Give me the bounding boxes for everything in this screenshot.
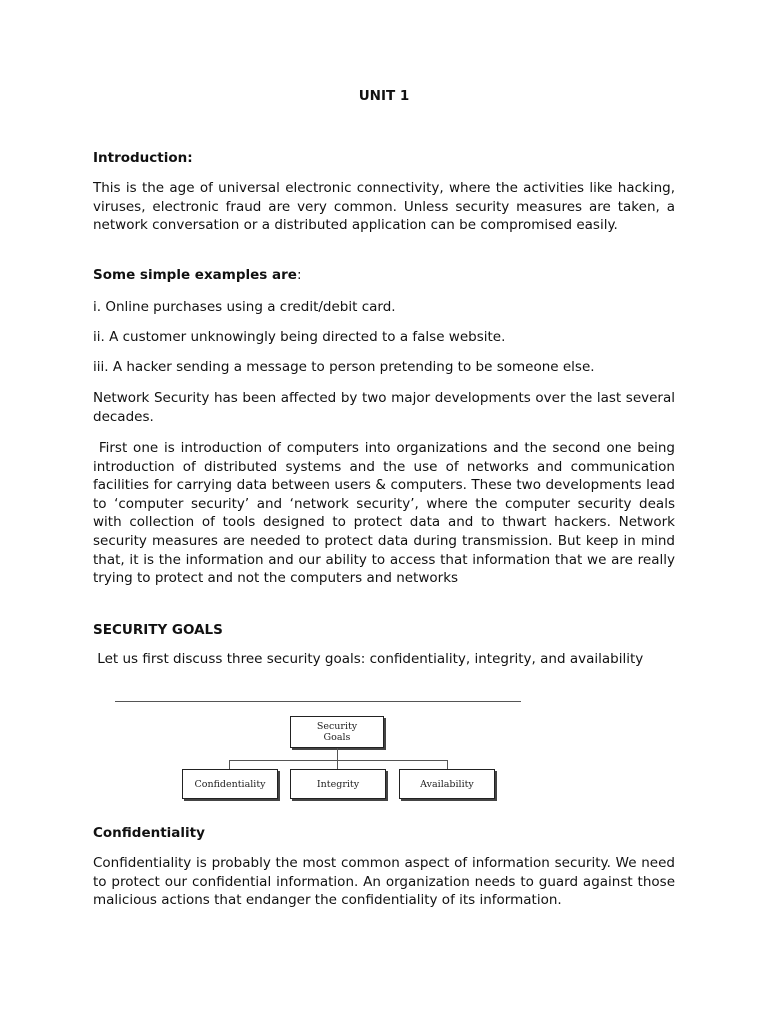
network-security-paragraph: Network Security has been affected by two major developments over the last several decades.: [93, 390, 675, 425]
example-item-2: ii. A customer unknowingly being directed to a false website.: [93, 329, 506, 345]
security-goals-paragraph: Let us first discuss three security goals: confidentiality, integrity, and availability: [93, 651, 644, 667]
introduction-paragraph: This is the age of universal electronic connectivity, where the activities like hacking, viruses, electronic fraud are very common. Unless security measures are taken, a network conversation or a distributed application can be compromised easily.: [93, 180, 675, 234]
connector-left-drop: [229, 760, 230, 769]
example-item-1: i. Online purchases using a credit/debit card.: [93, 299, 396, 315]
confidentiality-heading: Confidentiality: [93, 825, 205, 841]
integrity-box-label: Integrity: [316, 778, 360, 790]
diagram-top-rule: [115, 701, 521, 702]
confidentiality-box: [182, 769, 278, 799]
examples-heading-text: Some simple examples are: [93, 267, 297, 283]
connector-root-stem: [337, 748, 338, 760]
developments-paragraph: First one is introduction of computers into organizations and the second one being introduction of distributed systems and the use of networks and communication facilities for carrying data between users & computers. These two developments lead to ‘computer security’ and ‘network security’, where the computer security deals with collection of tools designed to protect data and to thwart hackers. Network security measures are needed to protect data during transmission. But keep in mind that, it is the information and our ability to access that information that we are really trying to protect and not the computers and networks: [93, 440, 680, 587]
examples-heading: [93, 266, 675, 284]
availability-box-label: Availability: [420, 778, 474, 790]
examples-heading-colon: :: [296, 267, 302, 283]
connector-horizontal: [229, 760, 447, 761]
security-goals-box: [290, 716, 384, 748]
security-goals-heading: SECURITY GOALS: [93, 622, 223, 638]
confidentiality-paragraph: Confidentiality is probably the most common aspect of information security. We need to protect our confidential information. An organization needs to guard against those malicious actions that endanger the confidentiality of its information.: [93, 855, 675, 909]
security-goals-box-line-2: Goals: [323, 732, 351, 743]
introduction-heading: Introduction:: [93, 150, 193, 166]
confidentiality-box-label: Confidentiality: [194, 778, 266, 790]
availability-box: [399, 769, 495, 799]
security-goals-diagram: [110, 696, 530, 806]
connector-middle-drop: [337, 760, 338, 769]
connector-right-drop: [447, 760, 448, 769]
page-title: UNIT 1: [358, 88, 410, 104]
integrity-box: [290, 769, 386, 799]
security-goals-box-line-1: Security: [316, 721, 358, 732]
example-item-3: iii. A hacker sending a message to person pretending to be someone else.: [93, 359, 595, 375]
